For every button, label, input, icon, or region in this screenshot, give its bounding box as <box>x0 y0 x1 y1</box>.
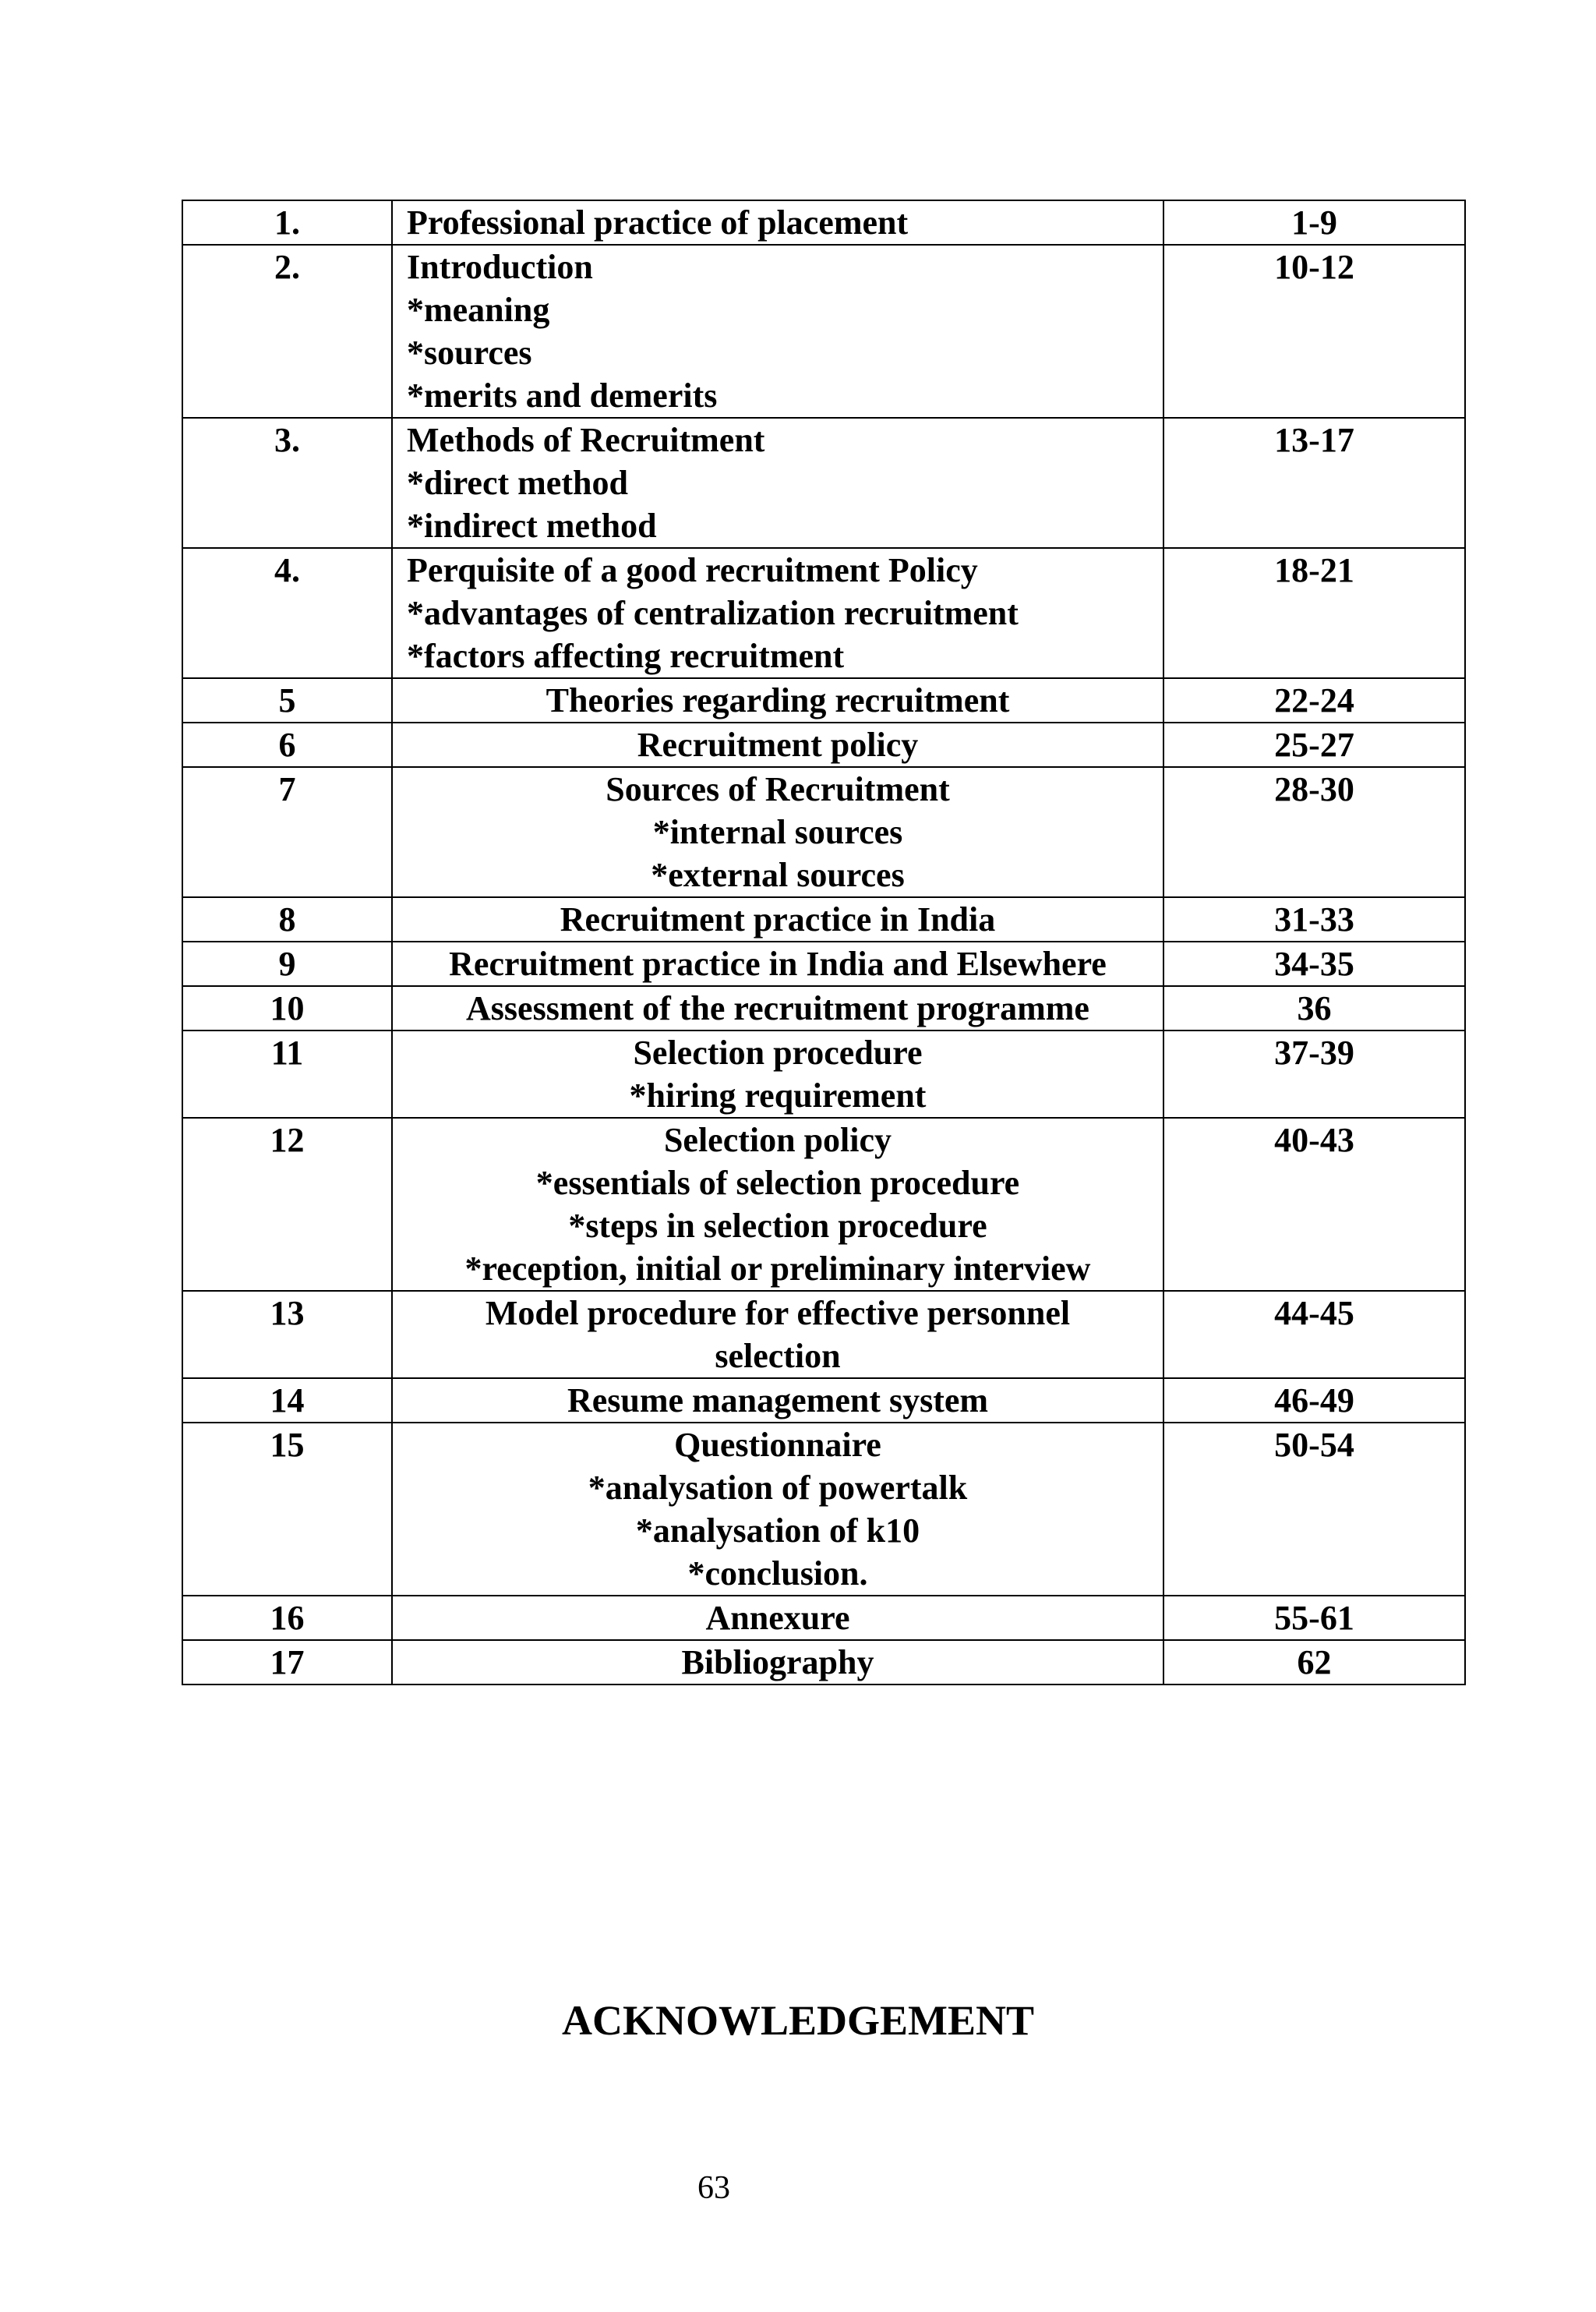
chapter-title-cell <box>392 942 1163 986</box>
chapter-title-cell <box>392 418 1163 548</box>
table-row <box>182 418 1465 548</box>
chapter-title-cell <box>392 1640 1163 1685</box>
chapter-number: 8 <box>182 897 392 942</box>
chapter-number: 9 <box>182 942 392 986</box>
page-range: 46-49 <box>1163 1378 1465 1423</box>
chapter-title: Introduction <box>407 248 593 286</box>
chapter-number: 10 <box>182 986 392 1031</box>
page-range: 1-9 <box>1163 200 1465 245</box>
page-range: 13-17 <box>1163 418 1465 548</box>
chapter-number: 16 <box>182 1596 392 1640</box>
table-row <box>182 723 1465 767</box>
table-row <box>182 678 1465 723</box>
chapter-number: 13 <box>182 1291 392 1378</box>
table-row <box>182 1378 1465 1423</box>
page-range: 31-33 <box>1163 897 1465 942</box>
page-range: 40-43 <box>1163 1118 1465 1291</box>
chapter-number: 3. <box>182 418 392 548</box>
chapter-title-cell <box>392 678 1163 723</box>
chapter-title: Sources of Recruitment <box>606 770 950 808</box>
page-range: 37-39 <box>1163 1031 1465 1118</box>
chapter-title: Selection procedure <box>633 1034 923 1072</box>
chapter-number: 12 <box>182 1118 392 1291</box>
chapter-title: Resume management system <box>567 1381 989 1419</box>
chapter-subtopic: *steps in selection procedure <box>568 1207 987 1245</box>
table-row <box>182 1423 1465 1596</box>
chapter-number: 6 <box>182 723 392 767</box>
chapter-subtopic: *factors affecting recruitment <box>407 637 845 675</box>
chapter-title: Methods of Recruitment <box>407 421 765 459</box>
page-number: 63 <box>697 2170 730 2206</box>
page-range: 25-27 <box>1163 723 1465 767</box>
table-row <box>182 942 1465 986</box>
page-range: 10-12 <box>1163 245 1465 418</box>
chapter-title-cell <box>392 767 1163 897</box>
chapter-title: Assessment of the recruitment programme <box>466 989 1089 1027</box>
chapter-number: 17 <box>182 1640 392 1685</box>
chapter-title: Selection policy <box>663 1121 892 1159</box>
chapter-number: 11 <box>182 1031 392 1118</box>
page-range: 28-30 <box>1163 767 1465 897</box>
chapter-subtopic: *hiring requirement <box>629 1076 927 1115</box>
chapter-subtopic: selection <box>715 1337 841 1375</box>
chapter-title: Perquisite of a good recruitment Policy <box>407 551 978 589</box>
page-range: 55-61 <box>1163 1596 1465 1640</box>
table-row <box>182 1640 1465 1685</box>
chapter-title: Recruitment policy <box>637 726 919 764</box>
chapter-subtopic: *advantages of centralization recruitment <box>407 594 1019 632</box>
chapter-title-cell <box>392 200 1163 245</box>
chapter-title-cell <box>392 1118 1163 1291</box>
chapter-number: 2. <box>182 245 392 418</box>
page-range: 50-54 <box>1163 1423 1465 1596</box>
chapter-title: Questionnaire <box>674 1426 881 1464</box>
chapter-subtopic: *sources <box>407 334 532 372</box>
chapter-title: Model procedure for effective personnel <box>485 1294 1071 1332</box>
chapter-title: Recruitment practice in India <box>560 900 996 939</box>
chapter-number: 1. <box>182 200 392 245</box>
table-row <box>182 200 1465 245</box>
table-of-contents <box>182 200 1466 1685</box>
chapter-number: 4. <box>182 548 392 678</box>
chapter-title-cell <box>392 1423 1163 1596</box>
chapter-subtopic: *internal sources <box>652 813 903 851</box>
page-range: 44-45 <box>1163 1291 1465 1378</box>
chapter-title: Professional practice of placement <box>407 203 909 242</box>
page-range: 18-21 <box>1163 548 1465 678</box>
chapter-number: 14 <box>182 1378 392 1423</box>
table-row <box>182 1031 1465 1118</box>
chapter-number: 7 <box>182 767 392 897</box>
table-row <box>182 1596 1465 1640</box>
chapter-subtopic: *reception, initial or preliminary interview <box>464 1250 1091 1288</box>
page-range: 34-35 <box>1163 942 1465 986</box>
page-range: 62 <box>1163 1640 1465 1685</box>
chapter-subtopic: *indirect method <box>407 507 657 545</box>
chapter-title-cell <box>392 1596 1163 1640</box>
chapter-title: Annexure <box>705 1599 850 1637</box>
table-row <box>182 548 1465 678</box>
chapter-number: 15 <box>182 1423 392 1596</box>
chapter-title-cell <box>392 548 1163 678</box>
chapter-subtopic: *essentials of selection procedure <box>535 1164 1020 1202</box>
chapter-title-cell <box>392 1378 1163 1423</box>
page-range: 22-24 <box>1163 678 1465 723</box>
chapter-subtopic: *merits and demerits <box>407 376 718 415</box>
table-row <box>182 986 1465 1031</box>
table-row <box>182 767 1465 897</box>
chapter-subtopic: *meaning <box>407 291 550 329</box>
chapter-title-cell <box>392 245 1163 418</box>
section-heading: ACKNOWLEDGEMENT <box>561 1997 1035 2044</box>
chapter-title-cell <box>392 1291 1163 1378</box>
chapter-number: 5 <box>182 678 392 723</box>
table-row <box>182 897 1465 942</box>
chapter-title-cell <box>392 1031 1163 1118</box>
chapter-title: Bibliography <box>681 1643 874 1681</box>
chapter-subtopic: *analysation of powertalk <box>588 1469 968 1507</box>
chapter-title: Theories regarding recruitment <box>546 681 1010 719</box>
chapter-subtopic: *direct method <box>407 464 628 502</box>
toc-body <box>182 200 1465 1685</box>
chapter-subtopic: *external sources <box>651 856 905 894</box>
chapter-title-cell <box>392 723 1163 767</box>
chapter-title: Recruitment practice in India and Elsewhere <box>449 945 1107 983</box>
page-range: 36 <box>1163 986 1465 1031</box>
table-row <box>182 245 1465 418</box>
table-row <box>182 1291 1465 1378</box>
chapter-subtopic: *conclusion. <box>687 1554 868 1593</box>
chapter-title-cell <box>392 897 1163 942</box>
chapter-subtopic: *analysation of k10 <box>635 1511 920 1550</box>
table-row <box>182 1118 1465 1291</box>
chapter-title-cell <box>392 986 1163 1031</box>
